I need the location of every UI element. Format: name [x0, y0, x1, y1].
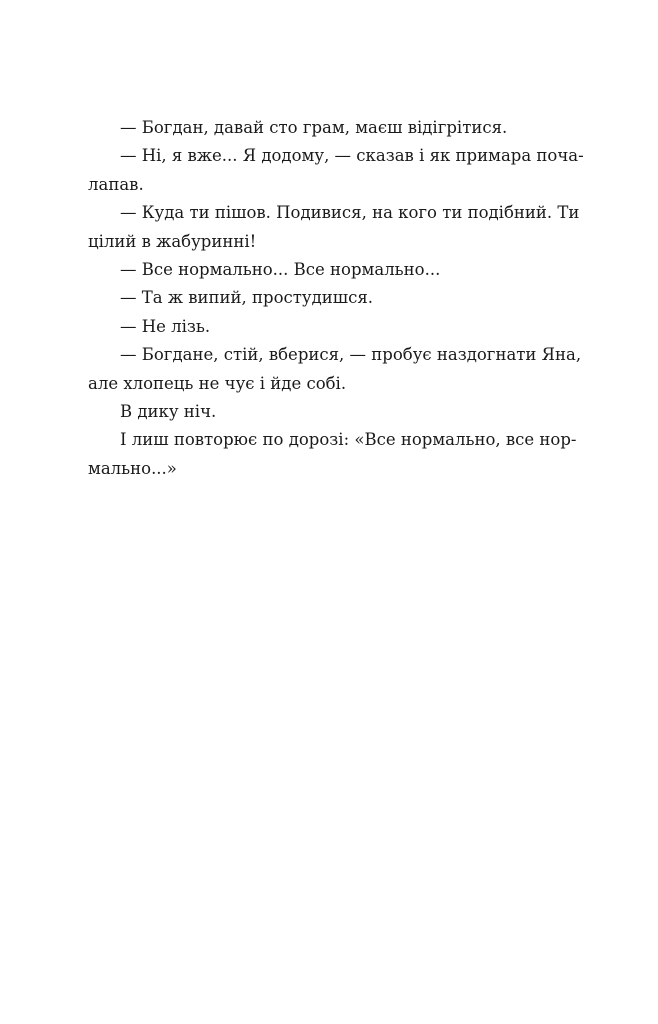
text-line: — Куда ти пішов. Подивися, на кого ти подібний. Ти	[120, 203, 580, 223]
text-line: лапав.	[88, 174, 144, 194]
text-line: — Не лізь.	[120, 316, 211, 336]
text-line: — Богдане, стій, вберися, — пробує наздогнати Яна,	[120, 345, 582, 365]
text-line: — Ні, я вже... Я додому, — сказав і як примара поча-	[120, 146, 584, 166]
text-line: але хлопець не чує і йде собі.	[88, 373, 347, 393]
text-line: І лиш повторює по дорозі: «Все нормально, все нор-	[120, 430, 577, 450]
text-line: В дику ніч.	[120, 401, 217, 421]
text-line: цілий в жабуринні!	[88, 231, 257, 251]
page-text	[88, 114, 584, 483]
text-line: — Та ж випий, простудишся.	[120, 288, 373, 308]
text-line: — Все нормально... Все нормально...	[120, 259, 441, 279]
text-line: — Богдан, давай сто грам, маєш відігрітися.	[120, 118, 508, 137]
text-line: мально...»	[88, 458, 177, 478]
